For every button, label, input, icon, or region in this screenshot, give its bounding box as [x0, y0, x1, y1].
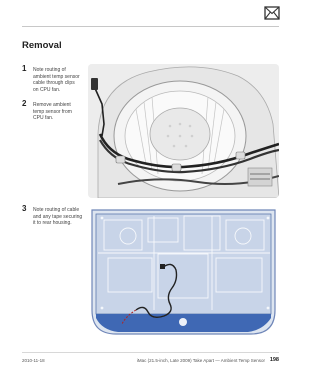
footer-date: 2010-11-18	[22, 358, 45, 363]
step-line: ambient temp sensor	[33, 73, 80, 80]
footer-rule	[22, 352, 279, 353]
step-line: it to rear housing.	[33, 220, 72, 227]
step-line: Remove ambient	[33, 102, 71, 108]
step-text	[33, 207, 82, 227]
step-number: 2	[22, 99, 27, 108]
step-number: 3	[22, 204, 27, 213]
footer-page-number: 198	[269, 357, 279, 363]
step-line: Note routing of	[33, 67, 66, 73]
step-line: on CPU fan.	[33, 86, 61, 93]
step-line: and any tape securing	[33, 213, 83, 220]
step-line: temp sensor from	[33, 108, 72, 115]
step-text	[33, 67, 80, 93]
step-1	[22, 64, 86, 95]
step-3	[22, 204, 86, 229]
cpu-fan-photo	[88, 64, 279, 198]
step-text	[33, 102, 72, 122]
envelope-icon[interactable]	[264, 6, 280, 20]
step-line: CPU fan.	[33, 115, 54, 122]
rear-housing-illustration	[88, 206, 279, 340]
step-number: 1	[22, 64, 27, 73]
step-line: cable through clips	[33, 80, 75, 87]
header-rule	[22, 26, 279, 27]
section-title: Removal	[22, 40, 62, 51]
footer-document-title: iMac (21.5-inch, Late 2009) Take Apart — Ambient Temp Sensor	[136, 358, 265, 363]
rear-housing-photo	[88, 206, 279, 340]
step-2	[22, 99, 86, 124]
step-line: Note routing of cable	[33, 207, 80, 213]
cpu-fan-illustration	[88, 64, 279, 198]
